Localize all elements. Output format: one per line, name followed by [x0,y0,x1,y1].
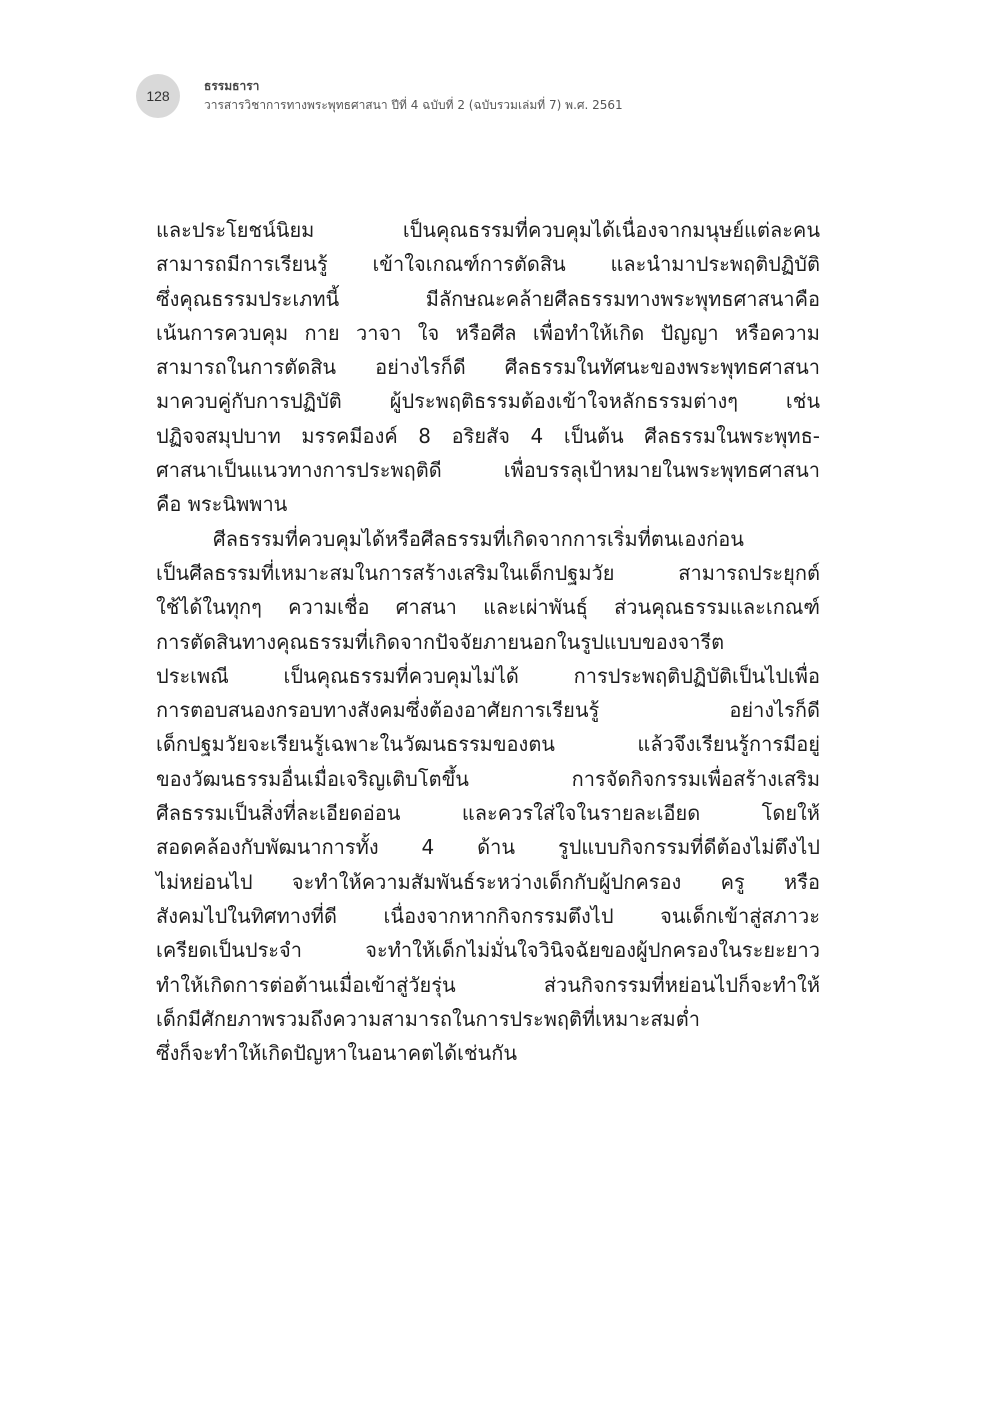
paragraph-2 [156,522,820,1071]
text-line: ศาสนาเป็นแนวทางการประพฤติดี เพื่อบรรลุเป้าหมายในพระพุทธศาสนา [156,458,820,483]
text-line: คือ พระนิพพาน [156,492,288,517]
text-line: สังคมไปในทิศทางที่ดี เนื่องจากหากกิจกรรมตึงไป จนเด็กเข้าสู่สภาวะ [156,903,820,928]
text-line: เด็กมีศักยภาพรวมถึงความสามารถในการประพฤติที่เหมาะสมต่ำ [156,1006,700,1031]
text-line: และประโยชน์นิยม เป็นคุณธรรมที่ควบคุมได้เนื่องจากมนุษย์แต่ละคน [156,218,820,242]
body-text [156,213,820,1070]
text-line: ศีลธรรมเป็นสิ่งที่ละเอียดอ่อน และควรใส่ใจในรายละเอียด โดยให้ [156,801,820,826]
text-line: ประเพณี เป็นคุณธรรมที่ควบคุมไม่ได้ การประพฤติปฏิบัติเป็นไปเพื่อ [156,663,820,688]
paragraph-1 [156,213,820,522]
text-line: ซึ่งคุณธรรมประเภทนี้ มีลักษณะคล้ายศีลธรรมทางพระพุทธศาสนาคือ [156,286,820,311]
text-line: การตอบสนองกรอบทางสังคมซึ่งต้องอาศัยการเรียนรู้ อย่างไรก็ดี [156,698,820,723]
text-line: สามารถในการตัดสิน อย่างไรก็ดี ศีลธรรมในทัศนะของพระพุทธศาสนา [156,355,820,380]
text-line: มาควบคู่กับการปฏิบัติ ผู้ประพฤติธรรมต้องเข้าใจหลักธรรมต่างๆ เช่น [156,389,820,414]
text-line: การตัดสินทางคุณธรรมที่เกิดจากปัจจัยภายนอกในรูปแบบของจารีต [156,629,725,654]
text-line: สามารถมีการเรียนรู้ เข้าใจเกณฑ์การตัดสิน และนำมาประพฤติปฏิบัติ [156,252,820,277]
text-line: ศีลธรรมที่ควบคุมได้หรือศีลธรรมที่เกิดจากการเริ่มที่ตนเองก่อน [213,526,744,551]
journal-subtitle: วารสารวิชาการทางพระพุทธศาสนา ปีที่ 4 ฉบับที่ 2 (ฉบับรวมเล่มที่ 7) พ.ศ. 2561 [204,98,623,112]
page-number: 128 [136,74,180,118]
journal-name: ธรรมธารา [204,79,260,93]
text-line: ใช้ได้ในทุกๆ ความเชื่อ ศาสนา และเผ่าพันธุ์ ส่วนคุณธรรมและเกณฑ์ [156,595,820,620]
running-header [204,78,623,114]
text-line: ทำให้เกิดการต่อต้านเมื่อเข้าสู่วัยรุ่น ส่วนกิจกรรมที่หย่อนไปก็จะทำให้ [156,972,820,997]
text-line: เน้นการควบคุม กาย วาจา ใจ หรือศีล เพื่อทำให้เกิด ปัญญา หรือความ [156,320,820,345]
text-line: เด็กปฐมวัยจะเรียนรู้เฉพาะในวัฒนธรรมของตน แล้วจึงเรียนรู้การมีอยู่ [156,732,820,757]
text-line: ปฏิจจสมุปบาท มรรคมีองค์ 8 อริยสัจ 4 เป็นต้น ศีลธรรมในพระพุทธ- [156,423,820,448]
text-line: สอดคล้องกับพัฒนาการทั้ง 4 ด้าน รูปแบบกิจกรรมที่ดีต้องไม่ตึงไป [156,835,820,860]
text-line: ไม่หย่อนไป จะทำให้ความสัมพันธ์ระหว่างเด็กกับผู้ปกครอง ครู หรือ [156,869,820,894]
text-line: ซึ่งก็จะทำให้เกิดปัญหาในอนาคตได้เช่นกัน [156,1041,517,1066]
text-line: เครียดเป็นประจำ จะทำให้เด็กไม่มั่นใจวินิจฉัยของผู้ปกครองในระยะยาว [156,938,820,963]
text-line: เป็นศีลธรรมที่เหมาะสมในการสร้างเสริมในเด็กปฐมวัย สามารถประยุกต์ [156,560,820,585]
text-line: ของวัฒนธรรมอื่นเมื่อเจริญเติบโตขึ้น การจัดกิจกรรมเพื่อสร้างเสริม [156,766,820,791]
